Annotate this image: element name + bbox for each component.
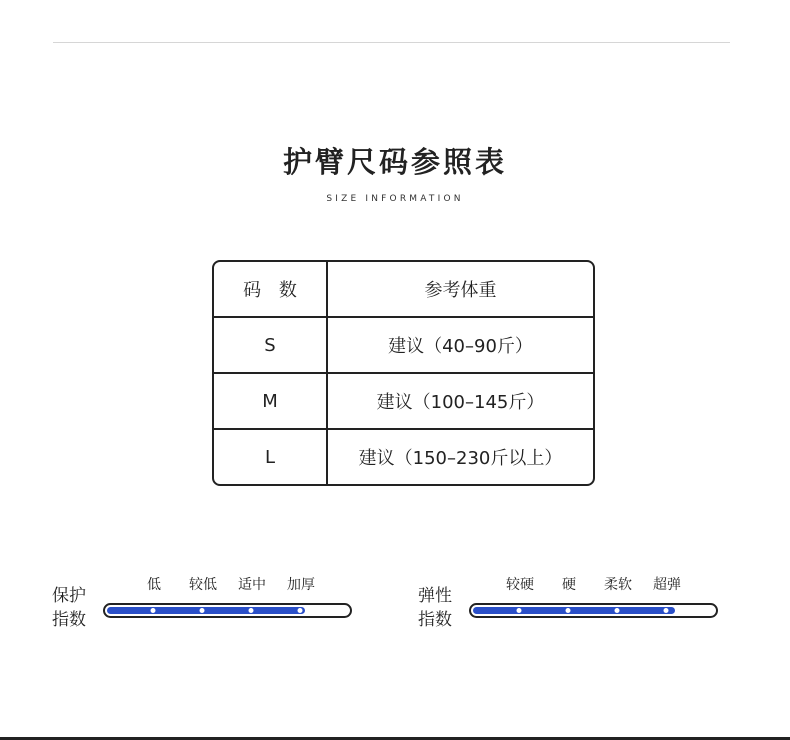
table-row — [214, 430, 593, 484]
gauge-marker-dot — [151, 608, 156, 613]
header-size: 码 数 — [214, 262, 328, 316]
protection-gauge-track — [103, 603, 352, 618]
size-table — [212, 260, 595, 486]
table-header-row — [214, 262, 593, 318]
gauge-level-label: 硬 — [562, 577, 576, 593]
gauge-marker-dot — [664, 608, 669, 613]
gauge-marker-dot — [517, 608, 522, 613]
gauge-marker-dot — [615, 608, 620, 613]
protection-gauge — [52, 572, 357, 632]
protection-gauge-fill — [107, 607, 305, 614]
table-row — [214, 318, 593, 374]
protection-gauge-title: 保护 指数 — [52, 586, 86, 630]
gauge-level-label: 低 — [147, 577, 161, 593]
gauge-level-label: 较硬 — [506, 577, 534, 593]
size-cell: S — [214, 318, 328, 372]
gauge-marker-dot — [249, 608, 254, 613]
size-cell: L — [214, 430, 328, 484]
page-subtitle: SIZE INFORMATION — [326, 194, 464, 204]
gauge-level-label: 柔软 — [604, 577, 632, 593]
gauge-level-label: 超弹 — [653, 577, 681, 593]
gauge-marker-dot — [566, 608, 571, 613]
page-title: 护臂尺码参照表 — [282, 145, 507, 179]
size-cell: M — [214, 374, 328, 428]
weight-cell: 建议（150–230斤以上） — [358, 448, 563, 469]
top-divider — [53, 42, 730, 43]
weight-cell: 建议（40–90斤） — [388, 336, 533, 357]
elasticity-gauge-fill — [473, 607, 675, 614]
gauge-level-label: 较低 — [189, 577, 217, 593]
header-weight: 参考体重 — [424, 280, 497, 301]
gauge-marker-dot — [200, 608, 205, 613]
elasticity-gauge-track — [469, 603, 718, 618]
weight-cell: 建议（100–145斤） — [376, 392, 545, 413]
elasticity-gauge — [418, 572, 723, 632]
gauge-level-label: 加厚 — [287, 577, 315, 593]
table-row — [214, 374, 593, 430]
gauge-marker-dot — [298, 608, 303, 613]
elasticity-gauge-title: 弹性 指数 — [418, 586, 452, 630]
gauge-level-label: 适中 — [238, 577, 266, 593]
